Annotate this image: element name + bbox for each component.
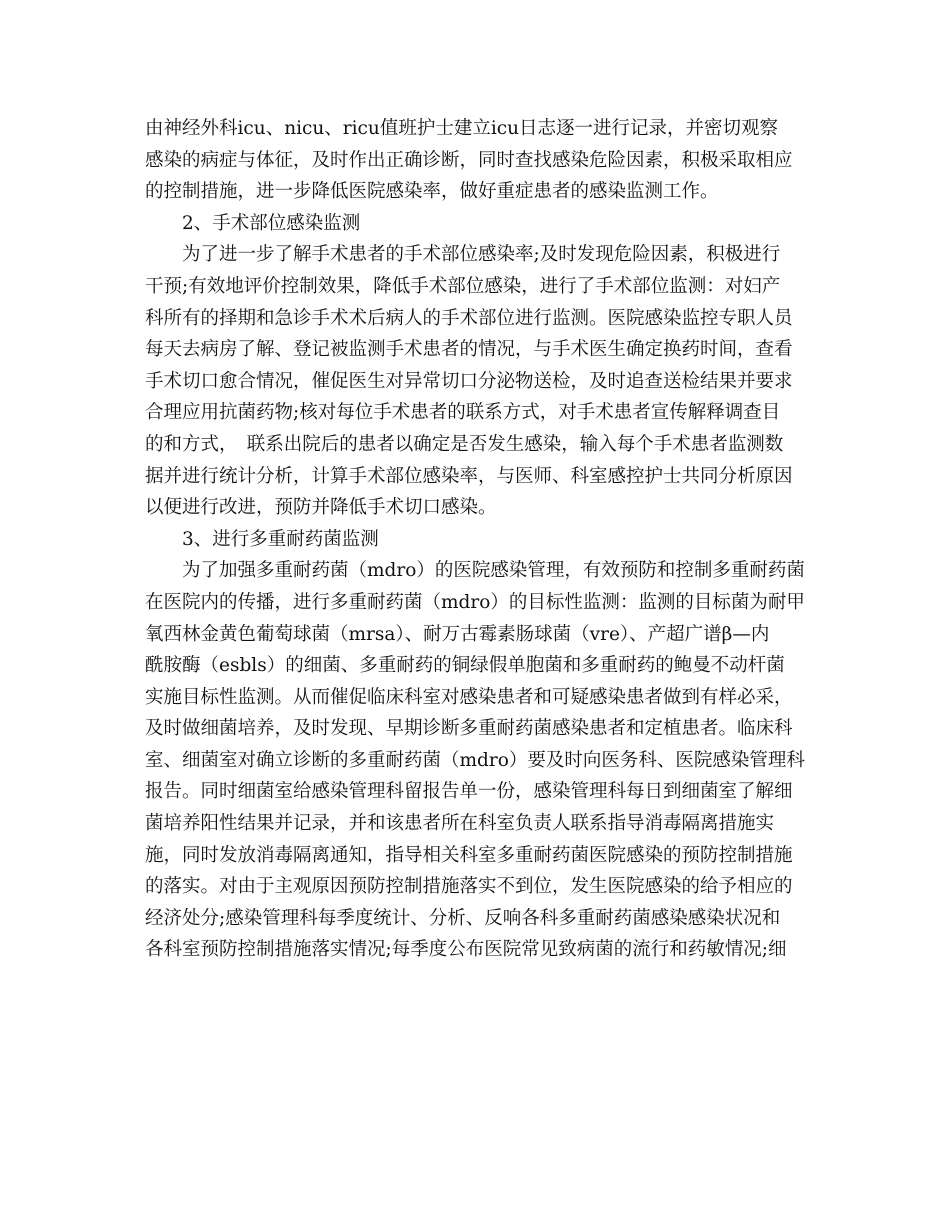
text-line: 的和方式， 联系出院后的患者以确定是否发生感染，输入每个手术患者监测数	[145, 433, 784, 455]
text-line: 由神经外科icu、nicu、ricu值班护士建立icu日志逐一进行记录，并密切观察	[145, 118, 779, 139]
text-line: 经济处分;感染管理科每季度统计、分析、反响各科多重耐药菌感染感染状况和	[145, 907, 781, 929]
text-line: 的控制措施，进一步降低医院感染率，做好重症患者的感染监测工作。	[145, 181, 719, 203]
text-line: 室、细菌室对确立诊断的多重耐药菌（mdro）要及时向医务科、医院感染管理科	[145, 749, 805, 771]
text-line: 菌培养阳性结果并记录，并和该患者所在科室负责人联系指导消毒隔离措施实	[145, 813, 775, 835]
text-line: 氧西林金黄色葡萄球菌（mrsa）、耐万古霉素肠球菌（vre）、产超广谱β—内	[145, 623, 770, 645]
text-line: 以便进行改进，预防并降低手术切口感染。	[145, 497, 497, 519]
text-line: 的落实。对由于主观原因预防控制措施落实不到位，发生医院感染的给予相应的	[145, 876, 793, 898]
text-line: 及时做细菌培养，及时发现、早期诊断多重耐药菌感染患者和定植患者。临床科	[145, 718, 793, 740]
text-line: 感染的病症与体征，及时作出正确诊断，同时查找感染危险因素，积极采取相应	[145, 149, 793, 171]
text-line: 为了加强多重耐药菌（mdro）的医院感染管理，有效预防和控制多重耐药菌	[182, 560, 805, 582]
text-line: 合理应用抗菌药物;核对每位手术患者的联系方式，对手术患者宣传解释调查目	[145, 402, 781, 424]
text-line: 实施目标性监测。从而催促临床科室对感染患者和可疑感染患者做到有样必采，	[145, 686, 793, 708]
section-heading: 3、进行多重耐药菌监测	[182, 528, 379, 550]
text-line: 报告。同时细菌室给感染管理科留报告单一份，感染管理科每日到细菌室了解细	[145, 781, 793, 803]
text-line: 施，同时发放消毒隔离通知，指导相关科室多重耐药菌医院感染的预防控制措施	[145, 844, 793, 866]
text-line: 在医院内的传播，进行多重耐药菌（mdro）的目标性监测：监测的目标菌为耐甲	[145, 591, 805, 613]
text-line: 科所有的择期和急诊手术术后病人的手术部位进行监测。医院感染监控专职人员	[145, 307, 793, 329]
text-line: 酰胺酶（esbls）的细菌、多重耐药的铜绿假单胞菌和多重耐药的鲍曼不动杆菌	[145, 655, 785, 677]
text-line: 为了进一步了解手术患者的手术部位感染率;及时发现危险因素，积极进行	[182, 244, 781, 266]
text-line: 干预;有效地评价控制效果，降低手术部位感染，进行了手术部位监测：对妇产	[145, 275, 781, 297]
document-page	[145, 113, 805, 966]
text-line: 手术切口愈合情况，催促医生对异常切口分泌物送检，及时追查送检结果并要求	[145, 370, 793, 392]
text-line: 据并进行统计分析，计算手术部位感染率，与医师、科室感控护士共同分析原因	[145, 465, 793, 487]
text-line: 每天去病房了解、登记被监测手术患者的情况，与手术医生确定换药时间，查看	[145, 339, 793, 361]
section-heading: 2、手术部位感染监测	[182, 212, 361, 234]
text-line: 各科室预防控制措施落实情况;每季度公布医院常见致病菌的流行和药敏情况;细	[145, 939, 787, 961]
